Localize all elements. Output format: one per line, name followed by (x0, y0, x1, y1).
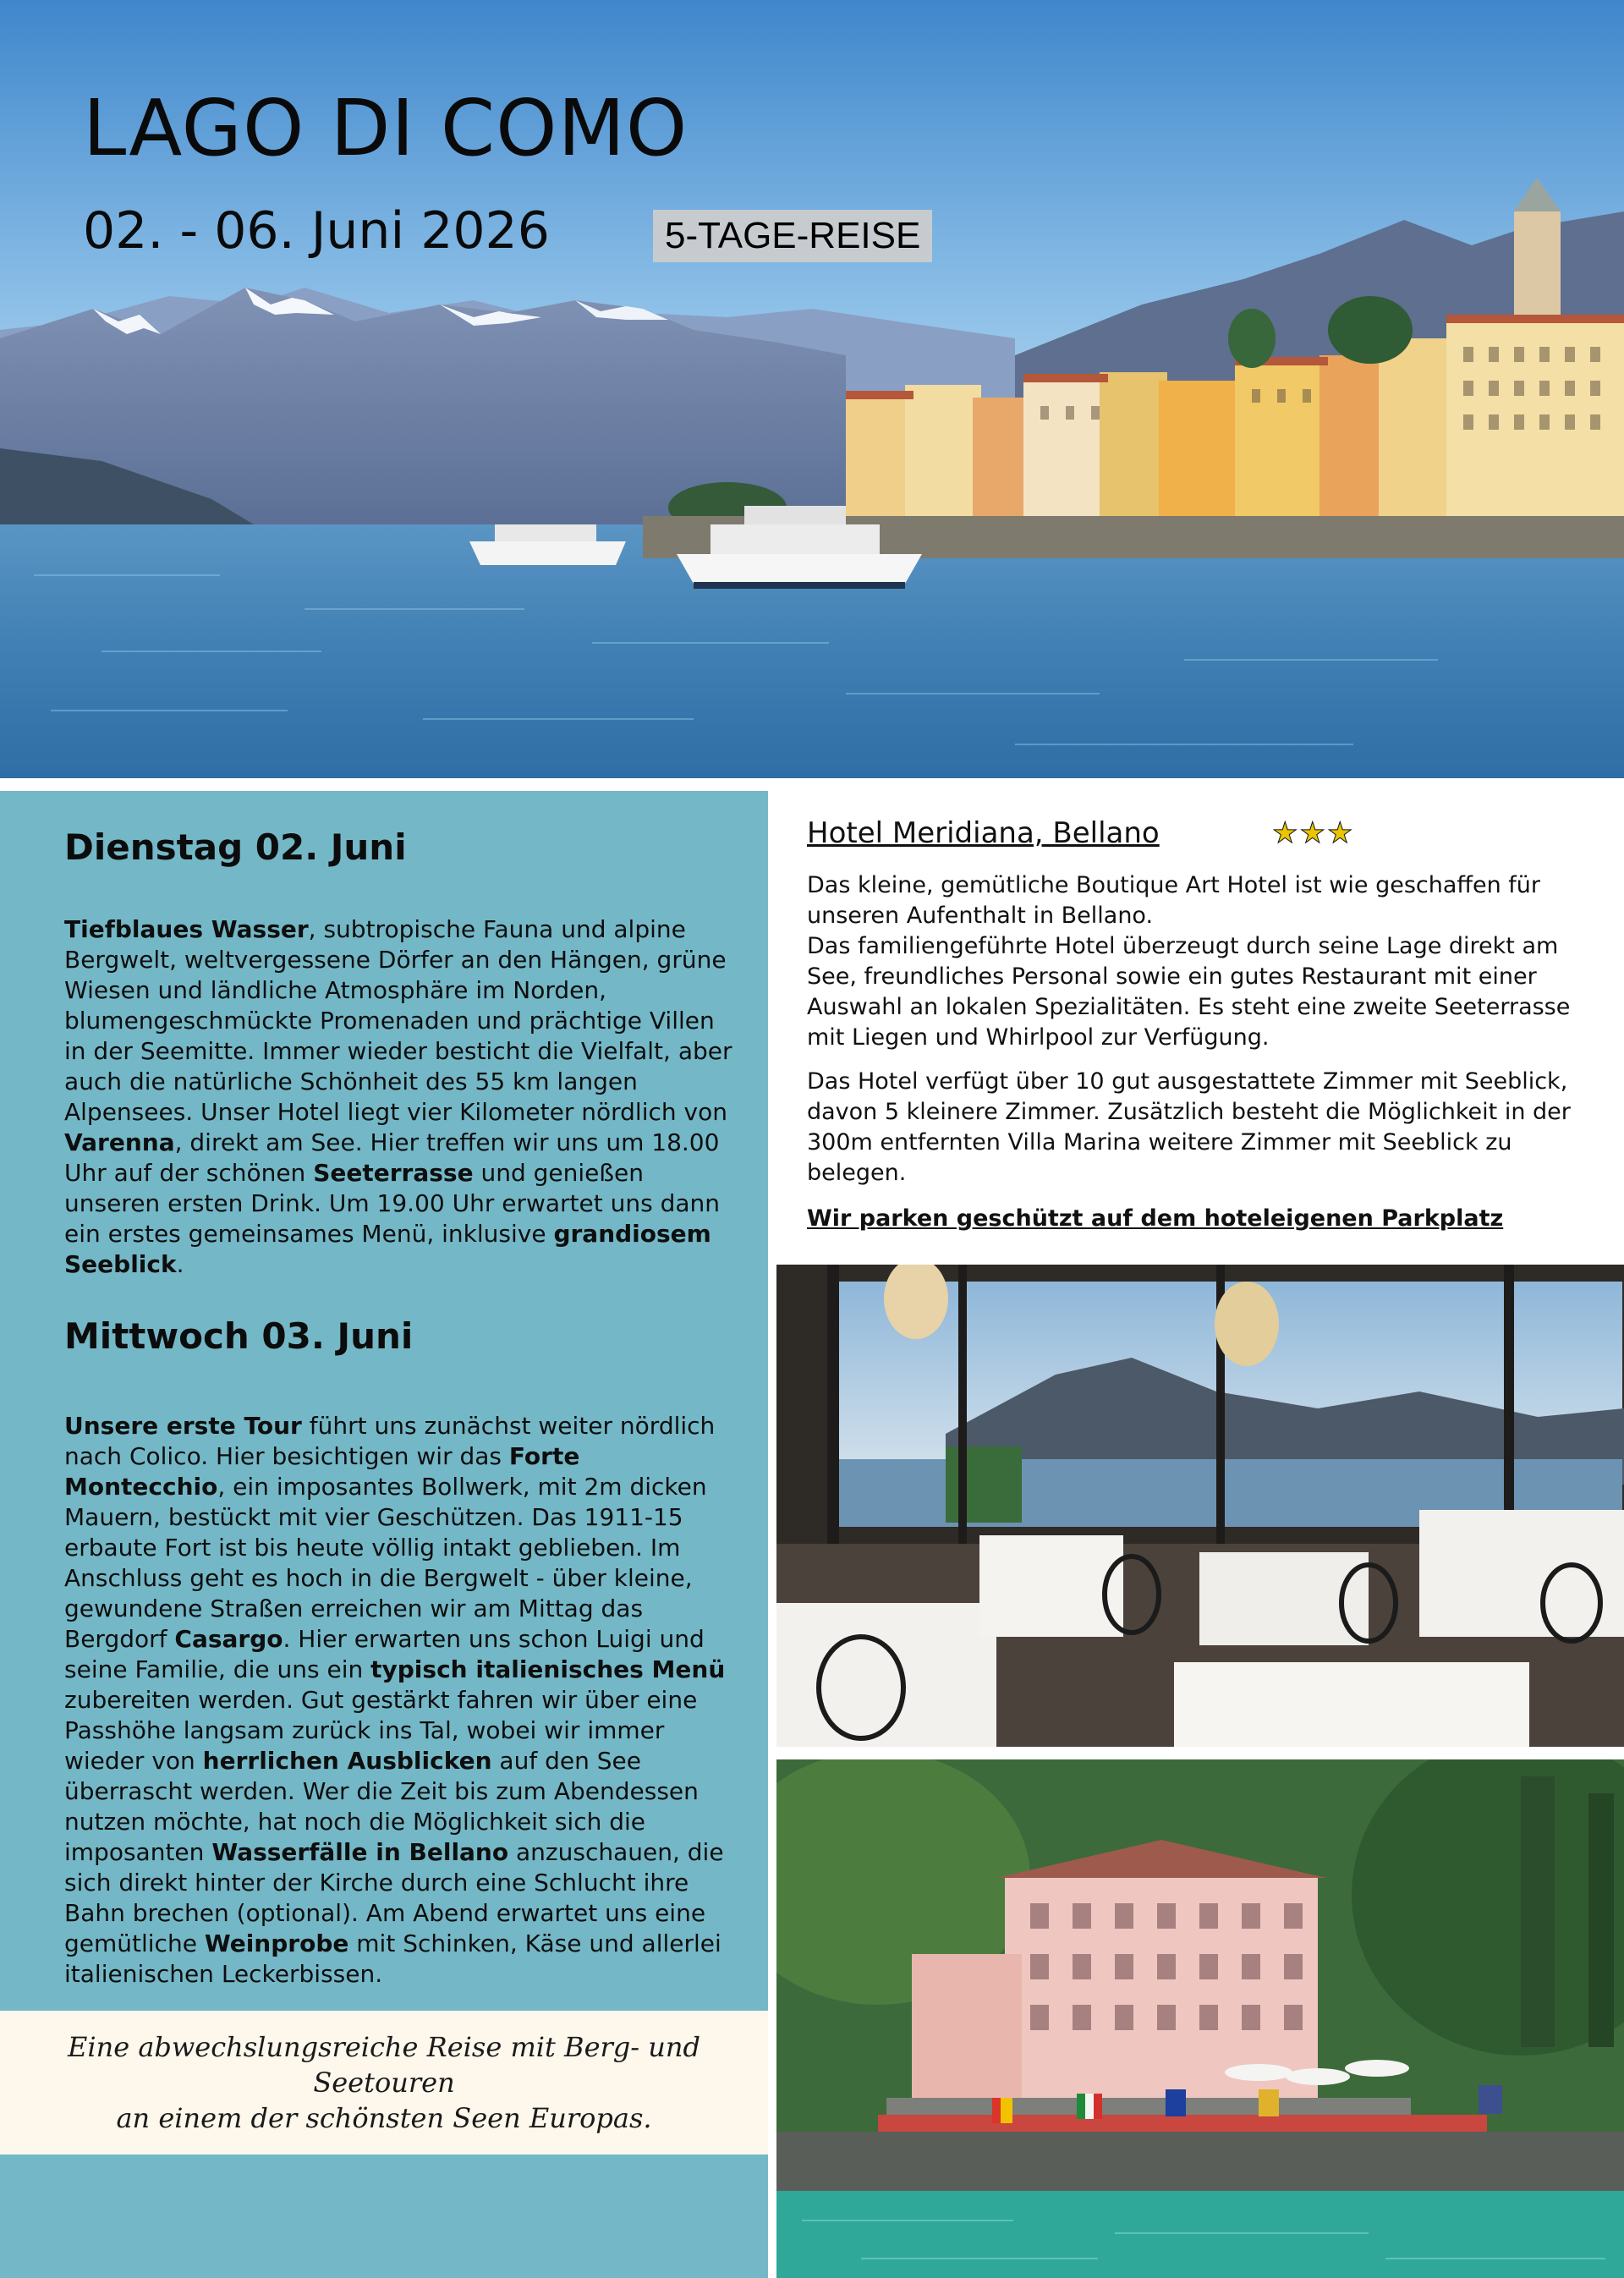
day1-text-run: Seeterrasse (313, 1159, 474, 1187)
day1-text-run: und genießen unseren ersten Drink. Um 19.00 Uhr erwartet uns dann ein erstes gemeinsames Menü, inklusive (64, 1159, 721, 1248)
day1-text-run: , direkt am See. Hier treffen wir uns um 18.00 Uhr auf der schönen (64, 1128, 720, 1187)
star-rating-icon: ★★★ (1272, 816, 1355, 850)
trip-duration-badge: 5-TAGE-REISE (653, 210, 932, 262)
trip-dates: 02. - 06. Juni 2026 (83, 201, 550, 261)
hotel-paragraph-2: Das Hotel verfügt über 10 gut ausgestattete Zimmer mit Seeblick, davon 5 kleinere Zimmer. Zusätzlich besteht die Möglichkeit in der 300m entfernten Villa Marina weitere Zimmer mit Seeblick zu belegen. (807, 1068, 1571, 1186)
hotel-exterior-photo (776, 1759, 1624, 2278)
day2-text-run: führt uns zunächst weiter nördlich nach Colico. Hier besichtigen wir das (64, 1412, 716, 1470)
day-1-description (64, 914, 741, 1280)
hotel-paragraph-1a: Das kleine, gemütliche Boutique Art Hotel ist wie geschaffen für unseren Aufenthalt in Bellano. (807, 872, 1541, 929)
day2-text-run: Weinprobe (204, 1929, 349, 1957)
tagline-text (0, 2011, 768, 2154)
day1-text-run: Tiefblaues Wasser (64, 915, 309, 943)
day-1-title: Dienstag 02. Juni (64, 826, 407, 868)
day2-text-run: Forte Montecchio (64, 1442, 580, 1501)
day-2-title: Mittwoch 03. Juni (64, 1315, 414, 1357)
day2-text-run: Unsere erste Tour (64, 1412, 302, 1440)
day2-text-run: auf den See überrascht werden. Wer die Zeit bis zum Abendessen nutzen möchte, hat noch die Möglichkeit sich die imposanten (64, 1747, 699, 1866)
hotel-paragraph-1 (807, 870, 1594, 1053)
hotel-description (807, 870, 1594, 1188)
tagline-line-2: an einem der schönsten Seen Europas. (116, 2102, 652, 2134)
day-2-description (64, 1411, 741, 1990)
tagline-line-1: Eine abwechslungsreiche Reise mit Berg- und Seetouren (68, 2031, 700, 2099)
hotel-name: Hotel Meridiana, Bellano (807, 816, 1160, 850)
day1-text-run: grandiosem Seeblick (64, 1220, 711, 1278)
day2-text-run: typisch italienisches Menü (370, 1655, 726, 1683)
trip-title: LAGO DI COMO (83, 83, 689, 173)
day2-text-run: Wasserfälle in Bellano (211, 1838, 509, 1866)
day1-text-run: . (176, 1250, 184, 1278)
day2-text-run: zubereiten werden. Gut gestärkt fahren wir über eine Passhöhe langsam zurück ins Tal, wobei wir immer wieder von (64, 1686, 698, 1775)
day1-text-run: , subtropische Fauna und alpine Bergwelt, weltvergessene Dörfer an den Hängen, grüne Wiesen und ländliche Atmosphäre im Norden, blumengeschmückte Promenaden und prächtige Villen in der Seemitte. Immer wieder besticht die Vielfalt, aber auch die natürliche Schönheit des 55 km langen Alpensees. Unser Hotel liegt vier Kilometer nördlich von (64, 915, 732, 1126)
itinerary-panel (0, 791, 768, 2278)
day2-text-run: anzuschauen, die sich direkt hinter der Kirche durch eine Schlucht ihre Bahn brechen (optional). Am Abend erwartet uns eine gemütliche (64, 1838, 724, 1957)
hotel-paragraph-1b: Das familiengeführte Hotel überzeugt durch seine Lage direkt am See, freundliches Personal sowie ein gutes Restaurant mit einer Auswahl an lokalen Spezialitäten. Es steht eine zweite Seeterrasse mit Liegen und Whirlpool zur Verfügung. (807, 933, 1571, 1051)
tagline-box (0, 2011, 768, 2154)
day2-text-run: Casargo (174, 1625, 283, 1653)
day2-text-run: . Hier erwarten uns schon Luigi und seine Familie, die uns ein (64, 1625, 705, 1683)
parking-note: Wir parken geschützt auf dem hoteleigenen Parkplatz (807, 1205, 1504, 1232)
day1-text-run: Varenna (64, 1128, 175, 1156)
hotel-photo-image (776, 1759, 1624, 2278)
restaurant-terrace-photo (776, 1265, 1624, 1747)
hero-banner (0, 0, 1624, 778)
day2-text-run: , ein imposantes Bollwerk, mit 2m dicken Mauern, bestückt mit vier Geschützen. Das 1911-15 erbaute Fort ist bis heute völlig intakt geblieben. Im Anschluss geht es hoch in die Bergwelt - über kleine, gewundene Straßen erreichen wir am Mittag das Bergdorf (64, 1473, 707, 1653)
day2-text-run: mit Schinken, Käse und allerlei italienischen Leckerbissen. (64, 1929, 721, 1988)
day2-text-run: herrlichen Ausblicken (202, 1747, 492, 1775)
restaurant-photo-image (776, 1265, 1624, 1747)
hotel-rating-stars (1272, 816, 1354, 850)
